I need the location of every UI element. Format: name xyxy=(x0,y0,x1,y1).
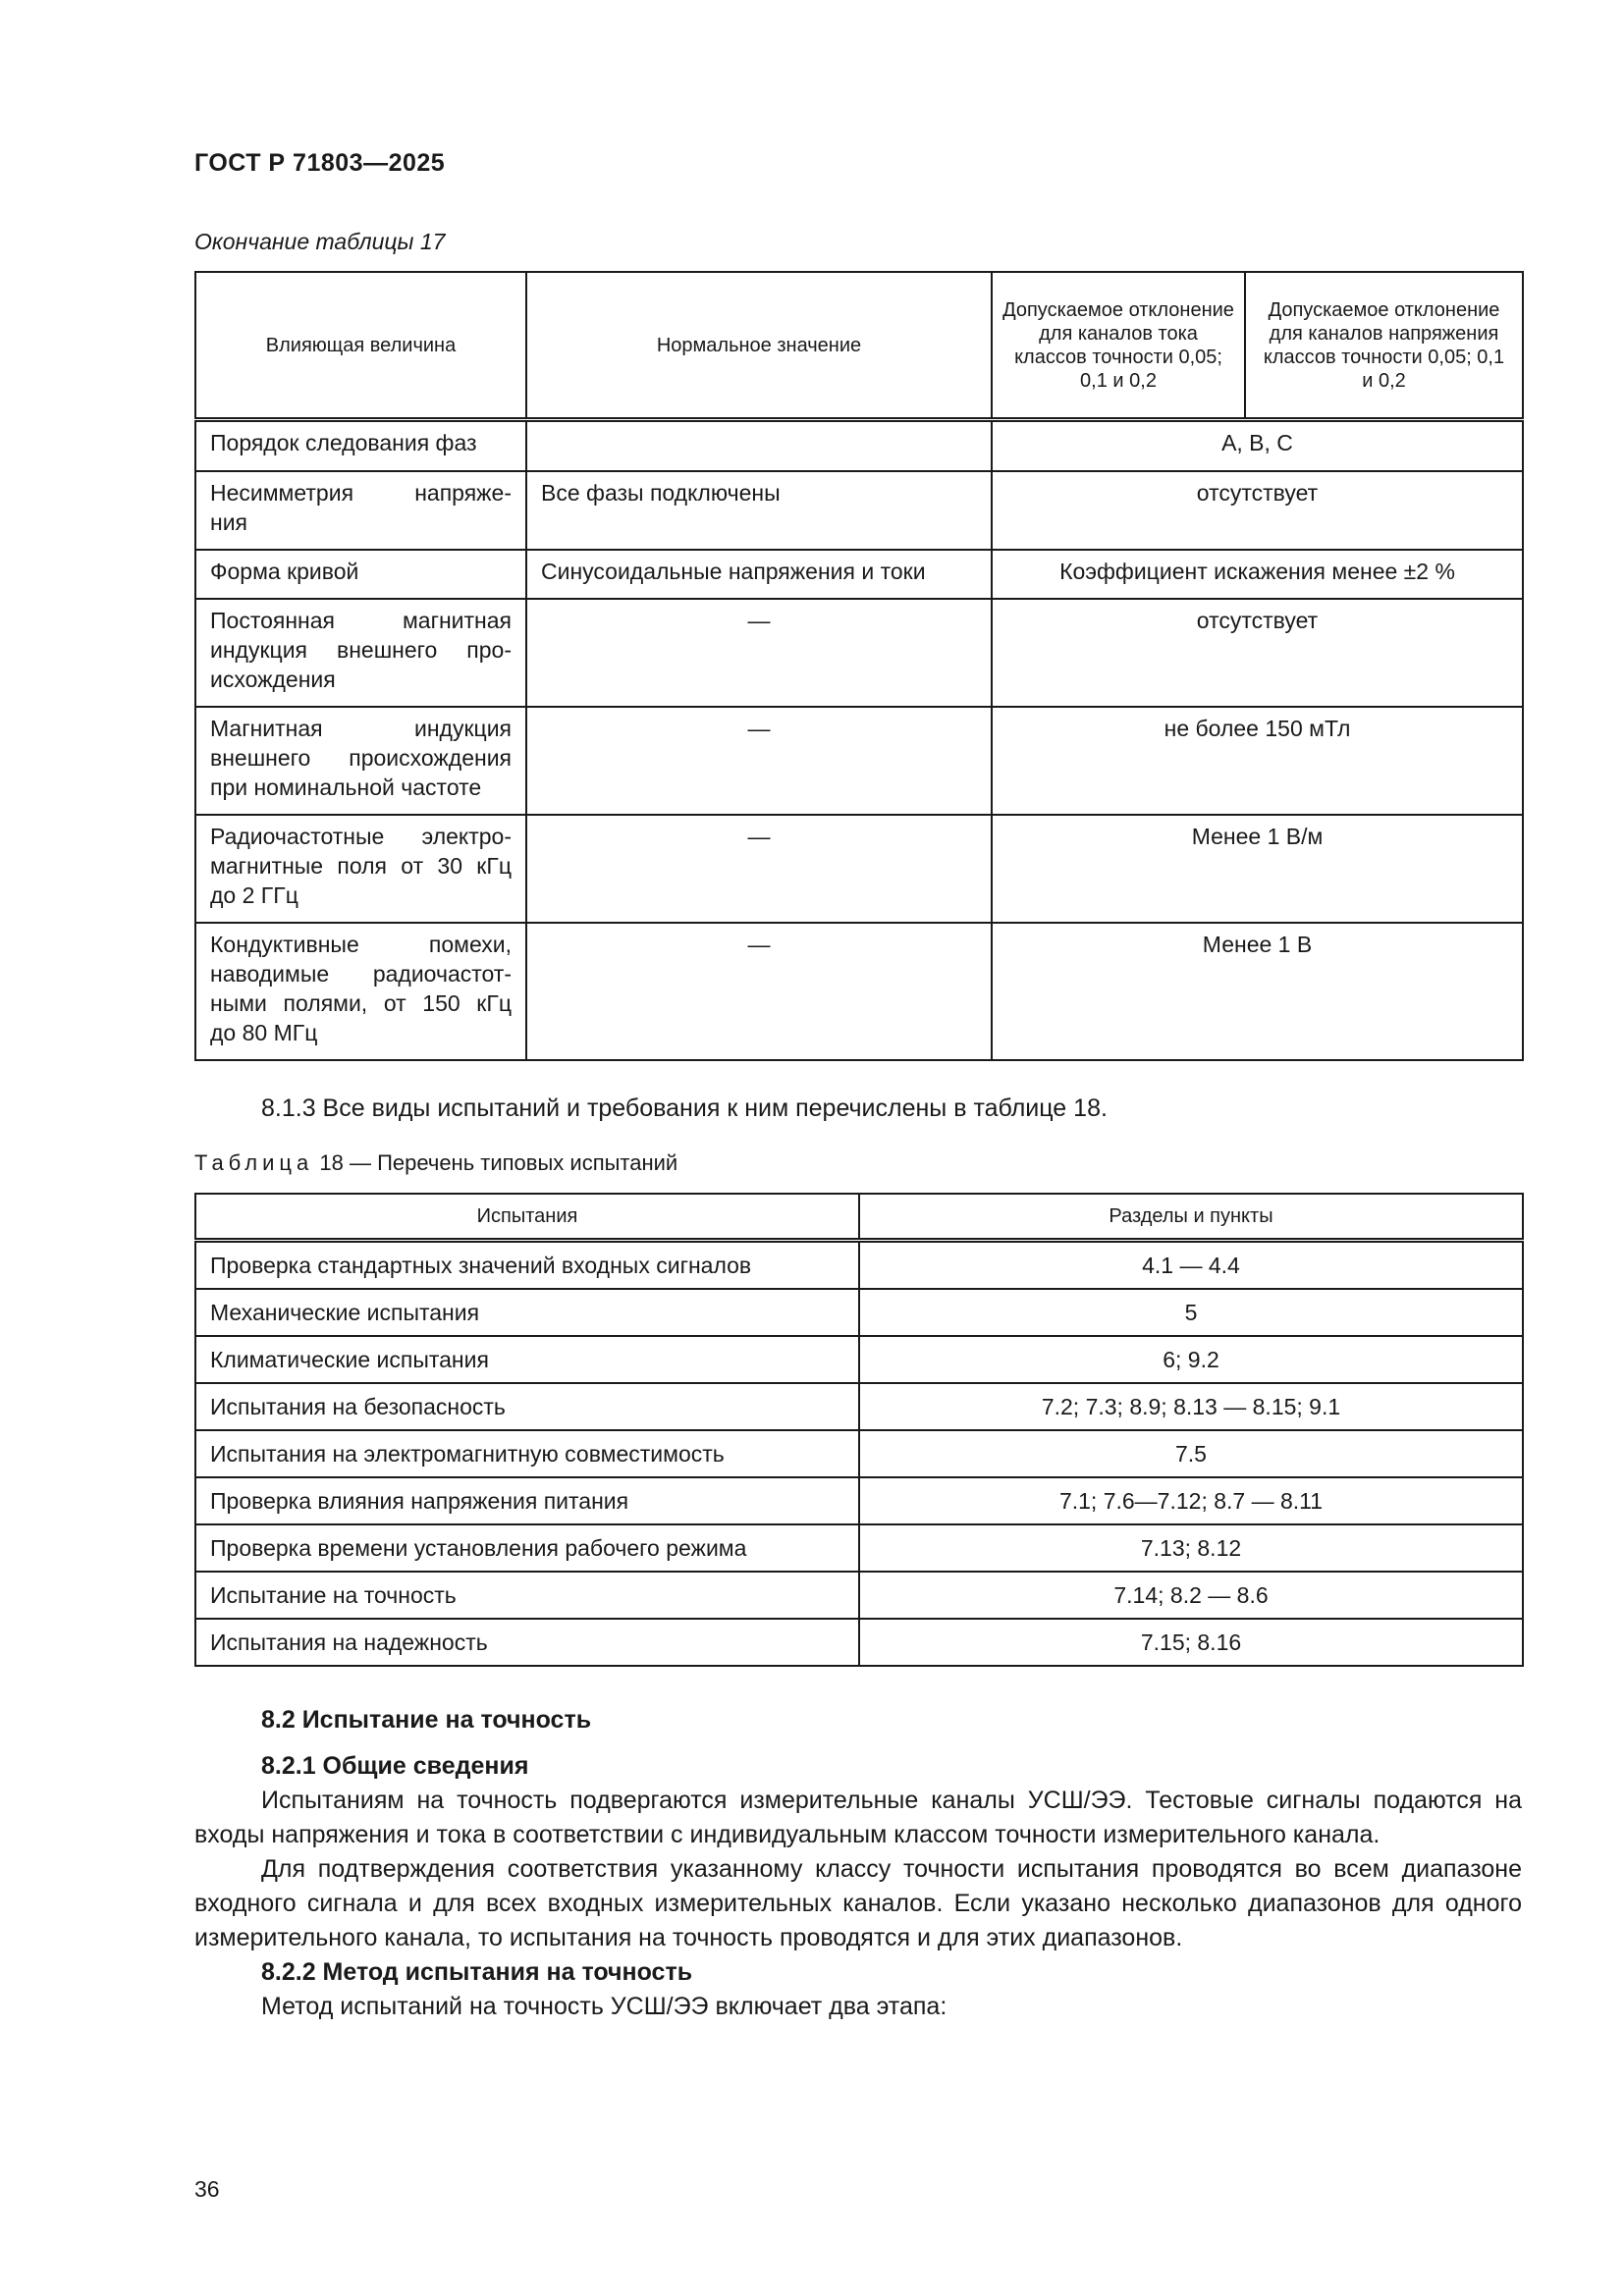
table-cell-ref: 7.5 xyxy=(859,1430,1523,1477)
table-cell-normal xyxy=(526,420,992,471)
cell-text: Радиочастотные электро- xyxy=(210,823,512,849)
table-cell-influence xyxy=(195,707,526,815)
table-row xyxy=(195,1430,1523,1477)
table-row xyxy=(195,1619,1523,1666)
table-17-header-normal: Нормальное значение xyxy=(526,272,992,420)
table-row xyxy=(195,599,1523,707)
section-8-2-1-heading: 8.2.1 Общие сведения xyxy=(261,1752,529,1780)
table-18-caption-text: 18 — Перечень типовых испытаний xyxy=(313,1150,678,1175)
table-cell-normal: — xyxy=(526,599,992,707)
table-row xyxy=(195,1572,1523,1619)
table-row xyxy=(195,550,1523,599)
table-cell-normal: Синусоидальные напряжения и токи xyxy=(526,550,992,599)
table-cell-deviation: Менее 1 В/м xyxy=(992,815,1523,923)
cell-text: до 80 МГц xyxy=(210,1019,318,1045)
table-cell-ref: 7.1; 7.6—7.12; 8.7 — 8.11 xyxy=(859,1477,1523,1524)
table-cell-deviation: не более 150 мТл xyxy=(992,707,1523,815)
table-18 xyxy=(194,1193,1524,1667)
table-cell-test: Проверка влияния напряжения питания xyxy=(195,1477,859,1524)
table-cell-test: Испытания на надежность xyxy=(195,1619,859,1666)
table-cell-deviation: A, B, C xyxy=(992,420,1523,471)
table-row xyxy=(195,923,1523,1060)
paragraph-8-1-3: 8.1.3 Все виды испытаний и требования к ним перечислены в таблице 18. xyxy=(261,1095,1108,1122)
cell-text: Кондуктивные помехи, xyxy=(210,931,512,957)
table-cell-influence xyxy=(195,550,526,599)
table-cell-deviation: отсутствует xyxy=(992,471,1523,550)
page-header-title: ГОСТ Р 71803—2025 xyxy=(194,149,446,177)
cell-text: Форма кривой xyxy=(210,558,359,584)
table-row xyxy=(195,1383,1523,1430)
table-cell-test: Испытание на точность xyxy=(195,1572,859,1619)
table-cell-test: Испытания на электромагнитную совместимость xyxy=(195,1430,859,1477)
table-cell-influence xyxy=(195,923,526,1060)
cell-text: ными полями, от 150 кГц xyxy=(210,989,512,1016)
cell-text: Постоянная магнитная xyxy=(210,607,512,633)
table-cell-deviation: Менее 1 В xyxy=(992,923,1523,1060)
table-18-caption xyxy=(194,1150,677,1176)
table-cell-ref: 7.15; 8.16 xyxy=(859,1619,1523,1666)
table-row xyxy=(195,420,1523,471)
table-cell-ref: 7.13; 8.12 xyxy=(859,1524,1523,1572)
table-row xyxy=(195,1241,1523,1290)
table-cell-deviation: Коэффициент искажения менее ±2 % xyxy=(992,550,1523,599)
table-cell-influence xyxy=(195,815,526,923)
table-cell-normal: — xyxy=(526,815,992,923)
cell-text: наводимые радиочастот- xyxy=(210,960,512,987)
table-17 xyxy=(194,271,1524,1061)
table-17-header-row xyxy=(195,272,1523,420)
table-18-header-sections: Разделы и пункты xyxy=(859,1194,1523,1241)
cell-text: исхождения xyxy=(210,666,336,692)
table-row xyxy=(195,1289,1523,1336)
table-cell-ref: 6; 9.2 xyxy=(859,1336,1523,1383)
table-cell-test: Проверка стандартных значений входных сигналов xyxy=(195,1241,859,1290)
table-cell-normal: Все фазы подключены xyxy=(526,471,992,550)
paragraph-8-2-2: Метод испытаний на точность УСШ/ЭЭ включает два этапа: xyxy=(261,1993,947,2020)
cell-text: индукция внешнего про- xyxy=(210,636,512,663)
section-8-2 xyxy=(194,1703,1522,2024)
table-17-caption: Окончание таблицы 17 xyxy=(194,229,446,254)
table-row xyxy=(195,707,1523,815)
section-8-2-heading: 8.2 Испытание на точность xyxy=(261,1706,592,1734)
table-17-header-current-deviation: Допускаемое отклонение для каналов тока классов точности 0,05; 0,1 и 0,2 xyxy=(992,272,1245,420)
table-cell-influence xyxy=(195,420,526,471)
table-row xyxy=(195,1477,1523,1524)
table-cell-test: Проверка времени установления рабочего режима xyxy=(195,1524,859,1572)
table-18-caption-word: Таблица xyxy=(194,1150,314,1175)
cell-text: до 2 ГГц xyxy=(210,881,298,908)
table-cell-deviation: отсутствует xyxy=(992,599,1523,707)
section-8-2-2-heading: 8.2.2 Метод испытания на точность xyxy=(261,1958,693,1986)
table-17-header-influence: Влияющая величина xyxy=(195,272,526,420)
table-cell-ref: 4.1 — 4.4 xyxy=(859,1241,1523,1290)
table-cell-ref: 5 xyxy=(859,1289,1523,1336)
table-cell-influence xyxy=(195,471,526,550)
table-row xyxy=(195,1524,1523,1572)
table-cell-normal: — xyxy=(526,923,992,1060)
paragraph-8-2-1-a: Испытаниям на точность подвергаются измерительные каналы УСШ/ЭЭ. Тестовые сигналы подаются на входы напряжения и тока в соответствии с индивидуальным классом точности измерительного канала. xyxy=(194,1787,1522,1848)
cell-text: Порядок следования фаз xyxy=(210,430,477,455)
table-17-header-voltage-deviation: Допускаемое отклонение для каналов напряжения классов точности 0,05; 0,1 и 0,2 xyxy=(1245,272,1523,420)
table-18-header-tests: Испытания xyxy=(195,1194,859,1241)
cell-text: Магнитная индукция xyxy=(210,715,512,741)
table-row xyxy=(195,815,1523,923)
table-18-header-row xyxy=(195,1194,1523,1241)
cell-text: при номинальной частоте xyxy=(210,774,482,800)
table-cell-ref: 7.2; 7.3; 8.9; 8.13 — 8.15; 9.1 xyxy=(859,1383,1523,1430)
table-cell-test: Климатические испытания xyxy=(195,1336,859,1383)
table-cell-test: Испытания на безопасность xyxy=(195,1383,859,1430)
table-row xyxy=(195,1336,1523,1383)
table-cell-influence xyxy=(195,599,526,707)
paragraph-8-2-1-b: Для подтверждения соответствия указанному классу точности испытания проводятся во всем диапазоне входного сигнала и для всех входных измерительных каналов. Если указано несколько диапазонов для одного измерительного канала, то испытания на точность проводятся и для этих диапазонов. xyxy=(194,1855,1522,1951)
page-number: 36 xyxy=(194,2176,220,2202)
table-cell-normal: — xyxy=(526,707,992,815)
cell-text: магнитные поля от 30 кГц xyxy=(210,852,512,879)
cell-text: внешнего происхождения xyxy=(210,744,512,771)
cell-text: Несимметрия напряже- xyxy=(210,479,512,506)
table-row xyxy=(195,471,1523,550)
table-cell-test: Механические испытания xyxy=(195,1289,859,1336)
table-cell-ref: 7.14; 8.2 — 8.6 xyxy=(859,1572,1523,1619)
cell-text: ния xyxy=(210,508,248,535)
